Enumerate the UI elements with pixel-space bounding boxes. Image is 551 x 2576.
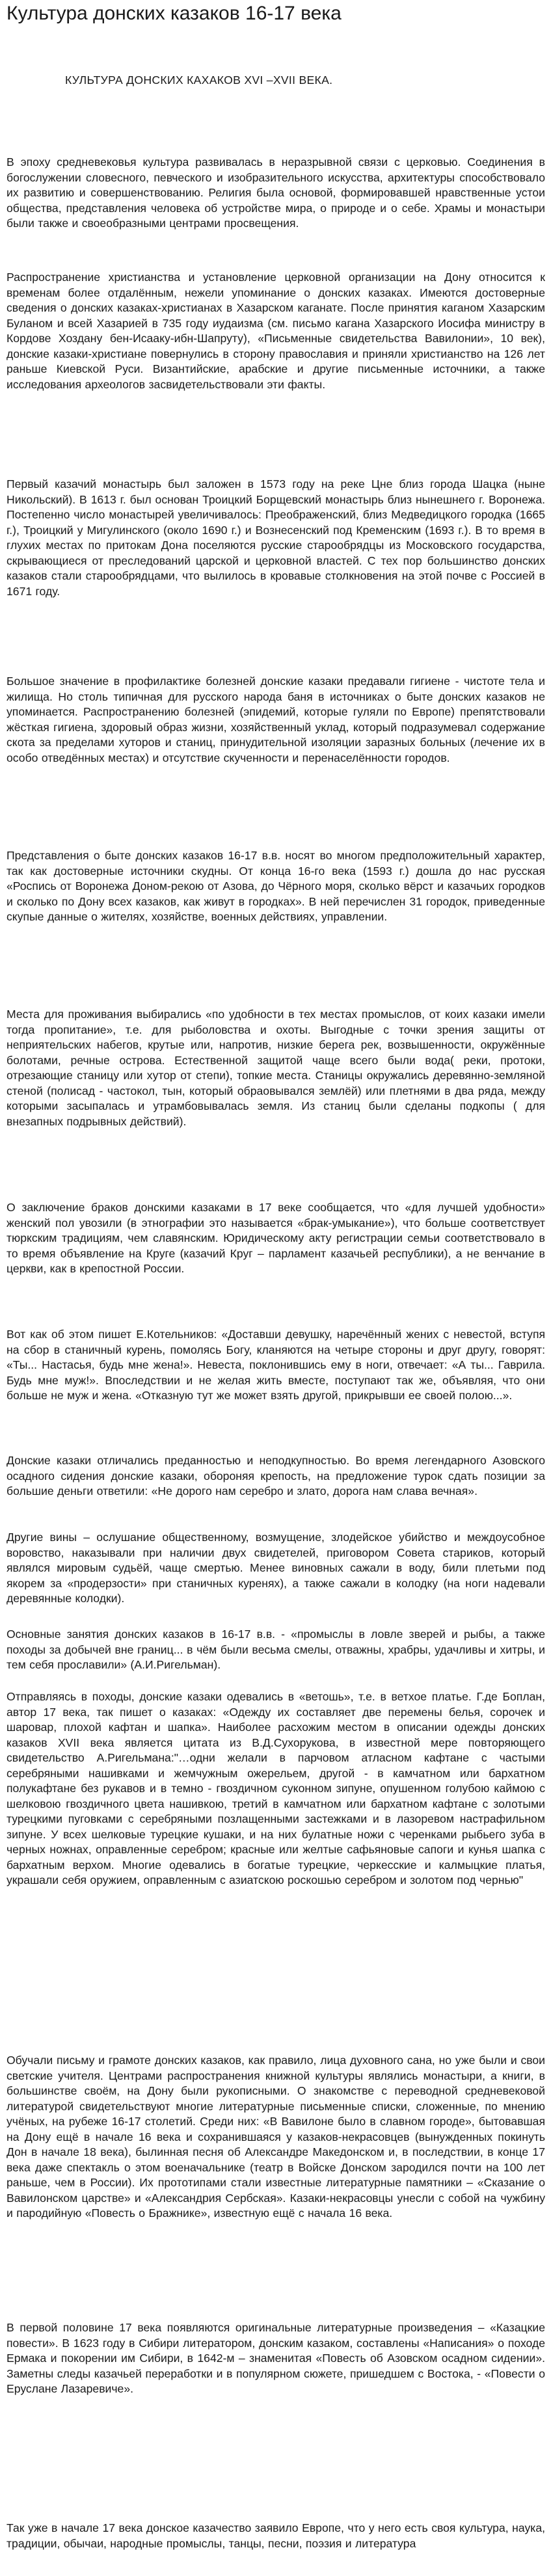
paragraph-intro: В эпоху средневековья культура развивалась в неразрывной связи с церковью. Соединения в богослужении словесного, певческого и изобразительного искусства, архитектуры способствовало их развитию и совершенствованию. Религия была основой, формировавшей нравственные устои общества, представления человека об устройстве мира, о природе и о себе. Храмы и монастыри были также и своеобразными центрами просвещения.	[7, 155, 545, 230]
page-title: Культура донских казаков 16-17 века	[7, 3, 342, 24]
paragraph-clothing: Отправляясь в походы, донские казаки одевались в «ветошь», т.е. в ветхое платье. Г.де Боплан, автор 17 века, так пишет о казаках: «Одежду их составляет две перемены белья, сорочек и шаровар, плохой кафтан и шапка». Наиболее расхожим местом в описании одежды донских казаков XVII века является цитата из В.Д.Сухорукова, в известной мере повторяющего свидетельство А.Ригельмана:"…одни желали в парчовом атласном кафтане с частыми серебряными нашивками и жемчужным ожерельем, другой - в камчатном или бархатном полукафтане без рукавов и в темно - гвоздичном суконном зипуне, опушенном голубою каймою с шелковою гвоздичного цвета нашивкою, третий в камчатном или бархатном кафтане с золотыми турецкими пуговками с серебряными позлащенными застежками и в лазоревом настрафильном зипуне. У всех шелковые турецкие кушаки, и на них булатные ножи с черенками рыбьего зуба в черных ножнах, оправленные серебром; красные или желтые сафьяновые сапоги и кунья шапка с бархатным верхом. Многие одевались в богатые турецкие, черкесские и калмыцкие платья, украшали себя оружием, оправленным с азиатскою роскошью серебром и золотом под чернью"	[7, 1690, 545, 1886]
paragraph-monasteries: Первый казачий монастырь был заложен в 1573 году на реке Цне близ города Шацка (ныне Никольский). В 1613 г. был основан Троицкий Борщевский монастырь близ нынешнего г. Воронежа. Постепенно число монастырей увеличивалось: Преображенский, близ Медведицкого городка (1665 г.), Троицкий у Мигулинского (около 1690 г.) и Вознесенский под Кременским (1693 г.). В то время в глухих местах по притокам Дона поселяются русские старообрядцы из Московского государства, скрывающиеся от преследований царской и церковной властей. С тех пор большинство донских казаков стали старообрядцами, что вылилось в кровавые столкновения на этой почве с Россией в 1671 году.	[7, 477, 545, 598]
paragraph-conclusion: Так уже в начале 17 века донское казачество заявило Европе, что у него есть своя культура, наука, традиции, обычаи, народные промыслы, танцы, песни, поэзия и литература	[7, 2521, 545, 2550]
paragraph-literature: В первой половине 17 века появляются оригинальные литературные произведения – «Казацкие повести». В 1623 году в Сибири литератором, донским казаком, составлены «Написания» о походе Ермака и покорении им Сибири, в 1642-м – знаменитая «Повесть об Азовском осадном сидении». Заметны следы казачьей переработки и в популярном сюжете, пришедшем с Востока, - «Повести о Еруслане Лазаревиче».	[7, 2321, 545, 2395]
paragraph-hygiene: Большое значение в профилактике болезней донские казаки предавали гигиене - чистоте тела и жилища. Но столь типичная для русского народа баня в источниках о быте донских казаков не упоминается. Распространению болезней (эпидемий, которые гуляли по Европе) препятствовали жёсткая гигиена, здоровый образ жизни, хозяйственный уклад, который подразумевал содержание скота за пределами хуторов и станиц, принудительной изоляции заразных больных (лечение их в особо отведённых местах) и отсутствие скученности и перенаселённости городов.	[7, 675, 545, 764]
paragraph-daily-life: Представления о быте донских казаков 16-17 в.в. носят во многом предположительный характер, так как достоверные источники скудны. От конца 16-го века (1593 г.) дошла до нас русская «Роспись от Воронежа Доном-рекою от Азова, до Чёрного моря, сколько вёрст и казачьих городков и сколько по Дону всех казаков, как живут в городках». В ней перечислен 31 городок, приведенные скупые данные о жителях, хозяйстве, военных действиях, управлении.	[7, 849, 545, 923]
paragraph-occupations: Основные занятия донских казаков в 16-17 в.в. - «промыслы в ловле зверей и рыбы, а также походы за добычей вне границ... в чём были весьма смелы, отважны, храбры, удачливы и хитры, и тем себя прославили» (А.И.Ригельман).	[7, 1628, 545, 1671]
paragraph-loyalty: Донские казаки отличались преданностью и неподкупностью. Во время легендарного Азовского осадного сидения донские казаки, обороняя крепость, на предложение турок сдать позиции за большие деньги ответили: «Не дорого нам серебро и злато, дорога нам слава вечная».	[7, 1454, 545, 1497]
paragraph-punishments: Другие вины – ослушание общественному, возмущение, злодейское убийство и междоусобное воровство, наказывали при наличии двух свидетелей, приговором Совета стариков, который являлся мировым судьёй, чаще смертью. Менее виновных сажали в воду, били плетьми под якорем за «продерзости» при станичных куренях), а также сажали в колодку (на ноги надевали деревянные колодки).	[7, 1531, 545, 1605]
document-subtitle: КУЛЬТУРА ДОНСКИХ КАХАКОВ XVI –XVII ВЕКА.	[65, 74, 333, 87]
paragraph-marriage: О заключение браков донскими казаками в 17 веке сообщается, что «для лучшей удобности» женский пол увозили (в этнографии это называется «брак-умыкание»), что больше соответствует тюркским традициям, чем славянским. Юридическому акту регистрации семьи соответствовало в то время объявление на Круге (казачий Круг – парламент казачьей республики), а не венчание в церкви, как в крепостной России.	[7, 1201, 545, 1275]
paragraph-christianity: Распространение христианства и установление церковной организации на Дону относится к временам более отдалённым, нежели упоминание о донских казаках. Имеются достоверные сведения о донских казаках-христианах в Хазарском каганате. После принятия каганом Хазарским Буланом и всей Хазарией в 735 году иудаизма (см. письмо кагана Хазарского Иосифа министру в Кордове Хоздану бен-Исааку-ибн-Шапруту), «Письменные свидетельства Вавилонии», 10 век), донские казаки-христиане повернулись в сторону православия и приняли христианство на 126 лет раньше Киевской Руси. Византийские, арабские и другие письменные источники, а также исследования археологов засвидетельствовали эти факты.	[7, 271, 545, 391]
paragraph-education: Обучали письму и грамоте донских казаков, как правило, лица духовного сана, но уже были и свои светские учителя. Центрами распространения книжной культуры являлись монастыри, а книги, в большинстве своём, на Дону были рукописными. О знакомстве с переводной средневековой литературой свидетельствуют многие литературные письменные списки, сложенные, по мнению учёных, на рубеже 16-17 столетий. Среди них: «В Вавилоне было в славном городе», бытовавшая на Дону ещё в начале 16 века и сохранившаяся у казаков-некрасовцев (вынужденных покинуть Дон в начале 18 века), былинная песня об Александре Македонском и, в последствии, в конце 17 века даже спектакль о этом военачальнике (театр в Войске Донском зародился почти на 100 лет раньше, чем в России). Их прототипами стали известные литературные памятники – «Сказание о Вавилонском царстве» и «Александрия Сербская». Казаки-некрасовцы унесли с собой на чужбину и пародийную «Повесть о Бражнике», известную ещё с начала 16 века.	[7, 2054, 545, 2220]
paragraph-settlements: Места для проживания выбирались «по удобности в тех местах промыслов, от коих казаки имели тогда пропитание», т.е. для рыболовства и охоты. Выгодные с точки зрения защиты от неприятельских набегов, крутые или, напротив, низкие берега рек, возвышенности, окружённые болотами, речные острова. Естественной защитой чаще всего были вода( реки, протоки, отрезающие станицу или хутор от степи), топкие места. Станицы окружались деревянно-земляной стеной (полисад - частокол, тын, который обраовывался землёй) или плетнями в два ряда, между которыми засыпалась и утрамбовывалась земля. Из станиц были сделаны подкопы ( для внезапных подрывных действий).	[7, 1008, 545, 1128]
paragraph-kotelnikov-quote: Вот как об этом пишет Е.Котельников: «Доставши девушку, наречённый жених с невестой, вступя на сбор в станичный курень, помолясь Богу, кланяются на четыре стороны и друг другу, говорят: «Ты... Настасья, будь мне жена!». Невеста, поклонившись ему в ноги, отвечает: «А ты... Гаврила. Будь мне муж!». Впоследствии и не желая жить вместе, поступают так же, объявляя, что они больше не муж и жена. «Отказную тут же может взять другой, прикрывши ее своей полою...».	[7, 1328, 545, 1402]
